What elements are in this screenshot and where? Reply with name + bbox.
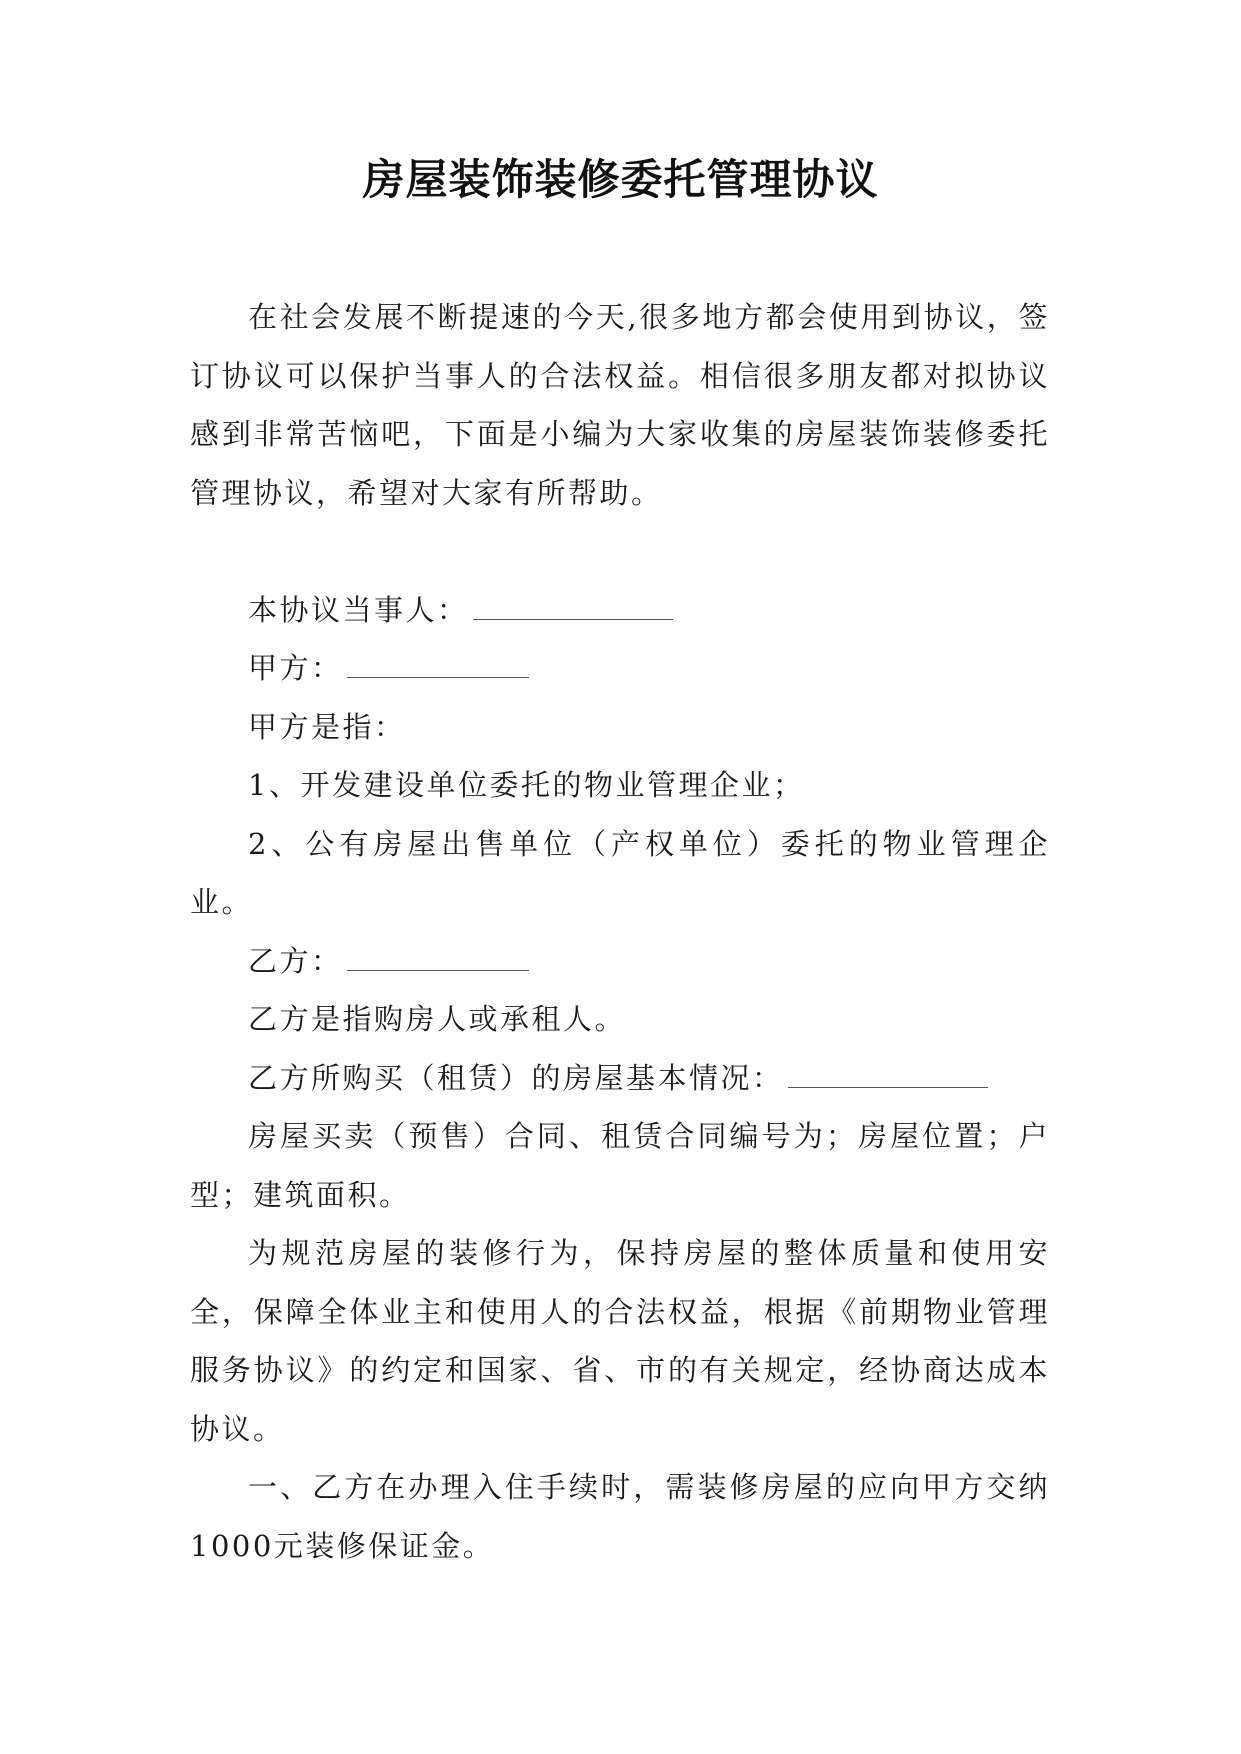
house-details-paragraph: 房屋买卖（预售）合同、租赁合同编号为；房屋位置；户型；建筑面积。	[190, 1119, 1050, 1212]
party-b-label: 乙方：	[248, 943, 343, 978]
document-body	[190, 288, 1050, 1575]
party-a-definition: 甲方是指：	[248, 709, 406, 744]
clause-1-paragraph: 一、乙方在办理入住手续时，需装修房屋的应向甲方交纳1000元装修保证金。	[190, 1470, 1050, 1563]
paragraph-gap	[190, 522, 1050, 581]
house-info-blank	[788, 1067, 988, 1088]
party-a-item-1: 1、开发建设单位委托的物业管理企业；	[248, 768, 805, 802]
party-a-blank	[347, 657, 529, 678]
intro-paragraph: 在社会发展不断提速的今天,很多地方都会使用到协议，签订协议可以保护当事人的合法权益。相信很多朋友都对拟协议感到非常苦恼吧，下面是小编为大家收集的房屋装饰装修委托管理协议，希望对大家有所帮助。	[190, 300, 1050, 510]
party-a-item-2: 2、公有房屋出售单位（产权单位）委托的物业管理企业。	[190, 826, 1050, 919]
parties-blank	[473, 599, 673, 620]
house-info-label: 乙方所购买（租赁）的房屋基本情况：	[248, 1060, 784, 1095]
party-b-line	[190, 932, 1050, 991]
parties-line	[190, 581, 1050, 640]
party-a-label: 甲方：	[248, 651, 343, 685]
house-info-line	[190, 1049, 1050, 1108]
party-a-line	[190, 639, 1050, 698]
parties-label: 本协议当事人：	[248, 592, 469, 627]
party-b-blank	[347, 950, 529, 971]
purpose-paragraph: 为规范房屋的装修行为，保持房屋的整体质量和使用安全，保障全体业主和使用人的合法权益，根据《前期物业管理服务协议》的约定和国家、省、市的有关规定，经协商达成本协议。	[190, 1236, 1050, 1446]
party-b-definition: 乙方是指购房人或承租人。	[248, 1002, 627, 1036]
document-title: 房屋装饰装修委托管理协议	[362, 155, 879, 204]
